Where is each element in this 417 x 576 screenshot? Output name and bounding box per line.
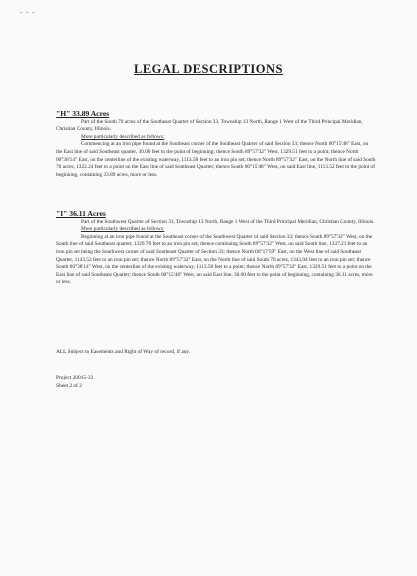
parcel-h-heading: "H" 33.89 Acres [56,109,110,118]
page-title: LEGAL DESCRIPTIONS [134,62,283,76]
parcel-h-intro: Part of the South 70 acres of the Southeast Quarter of Section 33, Township 13 North, Range 1 West of the Third Principal Meridian, Christian County, Illinois. [56,118,363,133]
sheet-number: Sheet 2 of 2 [56,383,82,389]
parcel-h-subhead: More particularly described as follows: [81,133,165,140]
scan-mark: - - - [20,8,36,16]
parcel-i-body: Beginning at an iron pipe found at the Southeast corner of the Southwest Quarter of said Section 33; thence South 89°57'32" West, on the South line of said Southeast quarter, 1329.70 feet to an iron pin set; thence continuing South 89°57'32" West, on said South line, 1337.21 feet to an iron pin set being the Southwest corner of said Southeast Quarter of Section 33; thence North 00°17'59" East, on the West line of said Southeast Quarter, 1143.52 feet to an iron pin set; thence North 89°57'32" East, on the North line of said South 70 acres, 1343.94 feet to an iron pin set; thence South 00°38'14" West, on the centerline of the existing waterway, 1113.58 feet to a point; thence North 89°57'32" East, 1329.51 feet to a point on the East line of said Southeast Quarter; thence South 00°15'48" West, on said East line, 30.00 feet to the point of beginning, containing 36.11 acres, more or less. [56,233,373,286]
parcel-h-body: Commencing at an iron pipe found at the Southeast corner of the Southeast Quarter of said Section 33; thence North 00°15'48" East, on the East line of said Southeast quarter, 30.00 feet to the point of beginning; thence South 89°57'32" West, 1329.51 feet to a point; thence North 00°38'14" East, on the centerline of the existing waterway, 1113.58 feet to an iron pin set; thence North 89°57'32" East, on the North line of said South 70 acres, 1322.24 feet to a point on the East line of said Southeast Quarter; thence South 00°15'48" West, on said East line, 1113.52 feet to the point of beginning, containing 33.89 acres, more or less. [56,141,376,178]
parcel-i-intro: Part of the Southwest Quarter of Section 33, Township 13 North, Range 1 West of the Third Principal Meridian, Christian County, Illinois. [81,218,375,225]
parcel-i-heading: "I" 36.11 Acres [56,209,106,218]
parcel-h-section [56,110,376,179]
easement-note: ALL Subject to Easements and Right of Way of record, if any. [56,349,191,355]
project-number: Project 20015-33 [56,375,94,381]
parcel-i-section [56,210,376,287]
parcel-i-subhead: More particularly described as follows: [81,226,165,233]
